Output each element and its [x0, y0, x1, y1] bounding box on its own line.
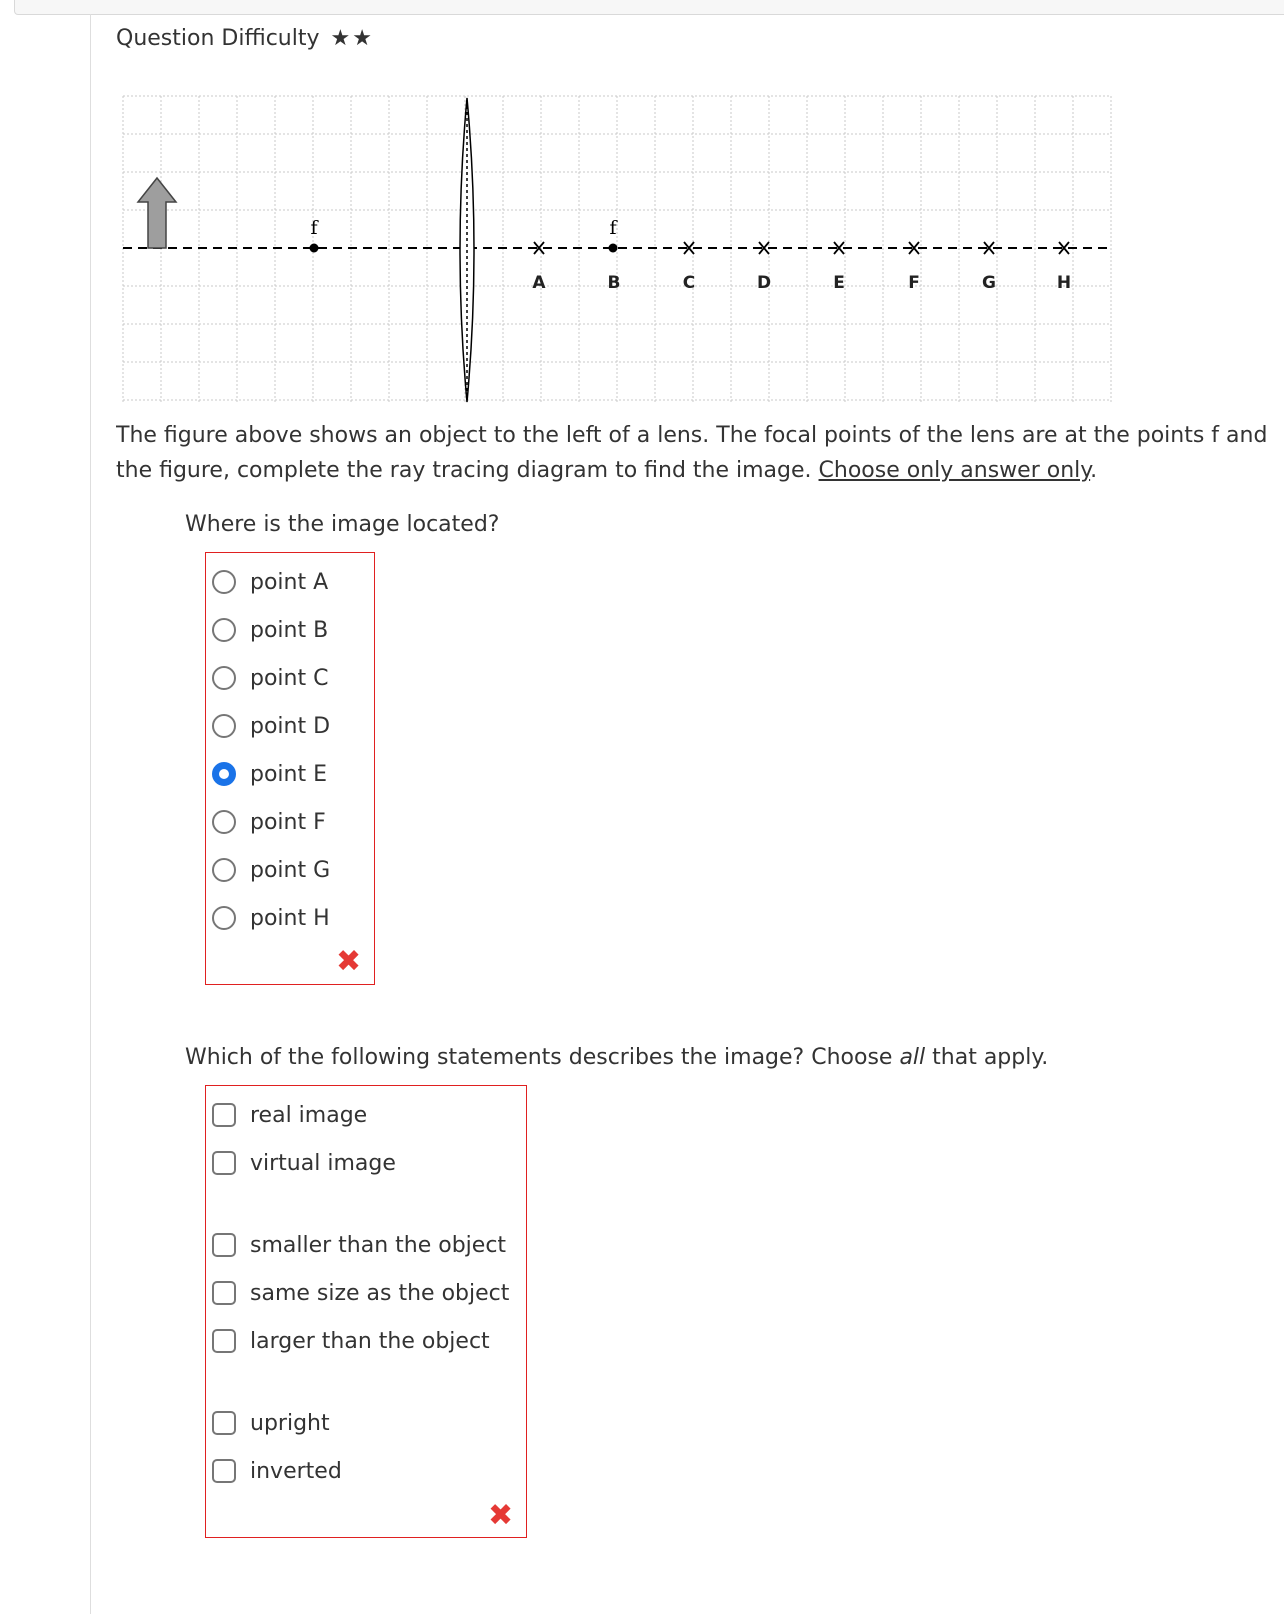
option-label: point C [250, 665, 329, 691]
question-1-answer-box [205, 552, 375, 985]
option-upright[interactable] [206, 1403, 330, 1443]
point-label-b: B [607, 273, 621, 293]
option-smaller[interactable] [206, 1225, 506, 1265]
lens-figure [118, 90, 1118, 414]
option-point-b[interactable] [206, 610, 328, 650]
focal-point-left [310, 217, 320, 253]
question-2-text: Which of the following statements describes the image? Choose [185, 1045, 900, 1070]
radio-button[interactable] [212, 714, 236, 738]
object-arrow [138, 178, 176, 248]
option-label: upright [250, 1410, 330, 1436]
option-label: real image [250, 1102, 368, 1128]
option-point-h[interactable] [206, 898, 330, 938]
prompt-line-2-end: . [1090, 458, 1098, 483]
question-2-emphasis: all [899, 1045, 926, 1070]
option-point-d[interactable] [206, 706, 330, 746]
prompt-line-1: The figure above shows an object to the left of a lens. The focal points of the lens are at the points f and [116, 423, 1268, 448]
lens-diagram [118, 90, 1118, 410]
option-label: point H [250, 905, 330, 931]
question-prompt [116, 418, 1284, 488]
option-point-e[interactable] [206, 754, 327, 794]
focal-label-left: f [310, 217, 318, 239]
option-point-f[interactable] [206, 802, 326, 842]
point-label-h: H [1056, 273, 1072, 293]
question-1-label: Where is the image located? [185, 512, 500, 537]
prompt-line-2-text: the figure, complete the ray tracing diagram to find the image. [116, 458, 819, 483]
point-label-g: G [982, 273, 996, 293]
star-icons: ★★ [330, 26, 374, 51]
instruction-link[interactable]: Choose only answer only [818, 458, 1091, 483]
radio-button[interactable] [212, 858, 236, 882]
radio-button[interactable] [212, 618, 236, 642]
question-2-label [185, 1045, 1048, 1070]
option-label: point A [250, 569, 329, 595]
radio-button[interactable] [212, 906, 236, 930]
lens [460, 98, 474, 402]
prompt-line-2 [116, 453, 1284, 488]
option-label: point G [250, 857, 331, 883]
option-label: point F [250, 809, 326, 835]
option-inverted[interactable] [206, 1451, 342, 1491]
question-2-text-end: that apply. [925, 1045, 1049, 1070]
focal-point-right [609, 217, 619, 253]
radio-button[interactable] [212, 570, 236, 594]
radio-button-selected[interactable] [212, 762, 236, 786]
option-label: larger than the object [250, 1328, 490, 1354]
checkbox[interactable] [212, 1281, 236, 1305]
option-virtual-image[interactable] [206, 1143, 396, 1183]
checkbox[interactable] [212, 1233, 236, 1257]
option-real-image[interactable] [206, 1095, 367, 1135]
option-point-g[interactable] [206, 850, 330, 890]
radio-button[interactable] [212, 810, 236, 834]
point-label-f: F [908, 273, 920, 293]
radio-button[interactable] [212, 666, 236, 690]
checkbox[interactable] [212, 1329, 236, 1353]
checkbox[interactable] [212, 1459, 236, 1483]
point-labels [532, 273, 1071, 293]
option-label: virtual image [250, 1150, 396, 1176]
option-label: inverted [250, 1458, 342, 1484]
incorrect-x-icon: ✖ [488, 1498, 514, 1533]
option-larger[interactable] [206, 1321, 490, 1361]
point-label-a: A [532, 273, 546, 293]
option-label: same size as the object [250, 1280, 510, 1306]
option-label: point E [250, 761, 327, 787]
checkbox[interactable] [212, 1151, 236, 1175]
option-same-size[interactable] [206, 1273, 509, 1313]
option-point-a[interactable] [206, 562, 328, 602]
question-2-answer-box [205, 1085, 527, 1538]
option-point-c[interactable] [206, 658, 328, 698]
top-bar [14, 0, 1284, 15]
difficulty-label: Question Difficulty [116, 26, 320, 51]
option-label: smaller than the object [250, 1232, 507, 1258]
left-divider [90, 14, 91, 1614]
checkbox[interactable] [212, 1411, 236, 1435]
point-label-e: E [833, 273, 845, 293]
option-label: point B [250, 617, 329, 643]
focal-label-right: f [609, 217, 617, 239]
point-label-d: D [756, 273, 772, 293]
checkbox[interactable] [212, 1103, 236, 1127]
incorrect-x-icon: ✖ [336, 944, 362, 979]
point-label-c: C [682, 273, 696, 293]
option-label: point D [250, 713, 331, 739]
difficulty-rating [116, 26, 374, 51]
